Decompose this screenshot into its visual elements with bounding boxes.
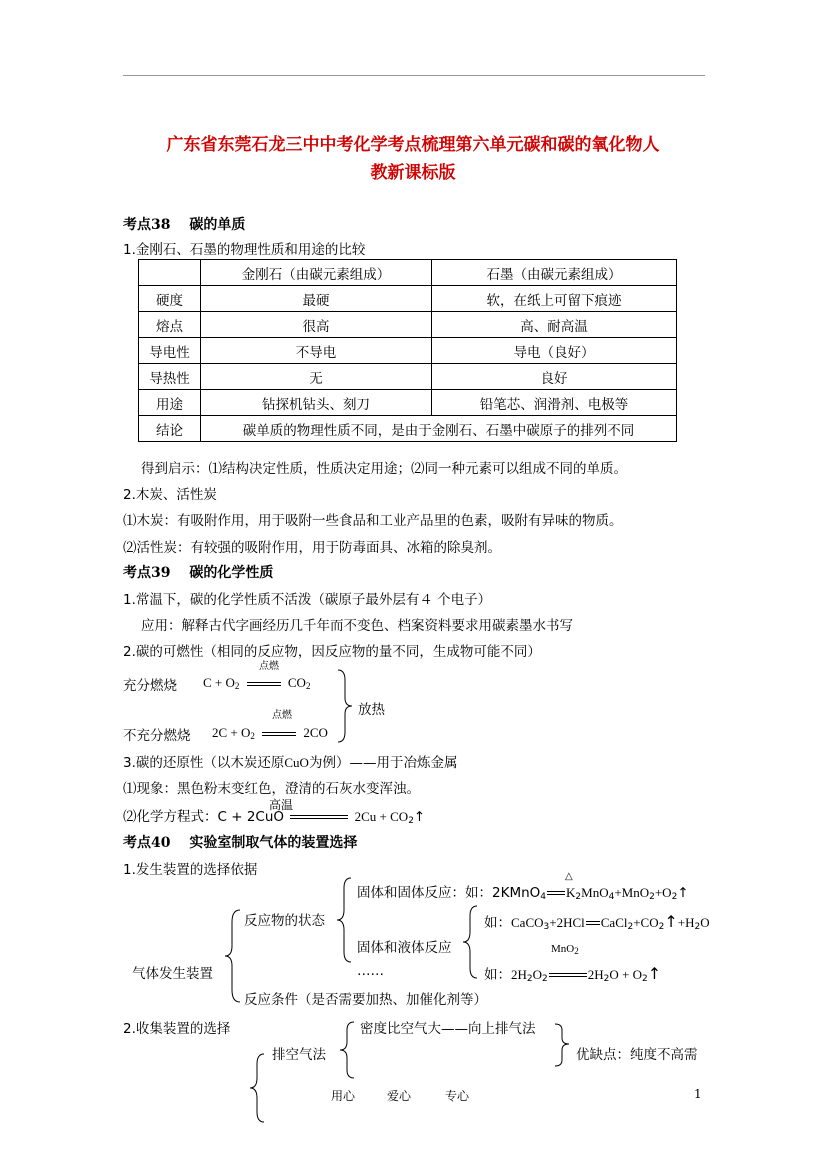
table-cell: 导电（良好） (432, 338, 677, 364)
left-brace-icon-5 (248, 1052, 268, 1124)
catalyst-condition: MnO$_2$ (551, 943, 579, 956)
table-row (139, 364, 677, 390)
table-row (139, 390, 677, 416)
header-rule (123, 75, 705, 76)
ellipsis-text: …… (357, 963, 384, 979)
table-cell: 导电性 (139, 338, 201, 364)
page-title-line-2: 教新课标版 (370, 163, 456, 183)
left-brace-icon-3 (461, 904, 481, 980)
reactant-state-label: 反应物的状态 (244, 913, 325, 929)
table-cell: 很高 (201, 312, 432, 338)
full-combustion-equation: $C + O_2$ $CO_2$ (203, 675, 311, 691)
table-cell: 导热性 (139, 364, 201, 390)
table-cell: 不导电 (201, 338, 432, 364)
table-cell: 良好 (432, 364, 677, 390)
reduction-equation: ⑵化学方程式：C + 2CuO $2Cu + CO_2↑$ (123, 809, 426, 826)
table-cell: 用途 (139, 390, 201, 416)
application-text: 应用：解释古代字画经历几千年而不变色、档案资料要求用碳素墨水书写 (141, 618, 573, 634)
table-cell: 高、耐高温 (432, 312, 677, 338)
footer-word: 用心 (331, 1089, 356, 1103)
section-heading-39: 考点39 碳的化学性质 (123, 565, 274, 581)
combustion-heading: 2.碳的可燃性（相同的反应物，因反应物的量不同，生成物可能不同） (123, 644, 541, 660)
stability-text: 1.常温下，碳的化学性质不活泼（碳原子最外层有４ 个电子） (123, 592, 492, 608)
comparison-intro: 1.金刚石、石墨的物理性质和用途的比较 (123, 242, 366, 258)
section-heading-40: 考点40 实验室制取气体的装置选择 (123, 835, 358, 851)
ignite-condition-2: 点燃 (272, 710, 292, 721)
table-row-conclusion (139, 416, 677, 442)
table-cell: 硬度 (139, 286, 201, 312)
collection-heading: 2.收集装置的选择 (123, 1021, 231, 1037)
conclusion-cell: 碳单质的物理性质不同，是由于金刚石、石墨中碳原子的排列不同 (201, 416, 677, 442)
phenomenon-text: ⑴现象：黑色粉末变红色，澄清的石灰水变浑浊。 (123, 781, 420, 797)
solid-solid-reaction: 固体和固体反应：如：2KMnO$_4$ $K_2MnO_4+MnO_2+O_2↑$ (357, 885, 689, 902)
hydrogen-peroxide-example: 如：$2H_2O_2$ $2H_2O$ + $O_2↑$ (484, 964, 662, 984)
air-displacement-label: 排空气法 (272, 1047, 326, 1063)
table-row (139, 312, 677, 338)
table-header-cell (139, 260, 201, 286)
table-cell: 软，在纸上可留下痕迹 (432, 286, 677, 312)
activated-carbon-text: ⑵活性炭：有较强的吸附作用，用于防毒面具、冰箱的除臭剂。 (123, 540, 501, 556)
table-row (139, 338, 677, 364)
heat-release-label: 放热 (358, 702, 385, 718)
table-cell: 钻探机钻头、刻刀 (201, 390, 432, 416)
comparison-table (138, 259, 677, 442)
pros-cons-text: 优缺点：纯度不高需 (576, 1047, 698, 1063)
table-cell: 铅笔芯、润滑剂、电极等 (432, 390, 677, 416)
footer-word: 爱心 (387, 1089, 412, 1103)
delta-condition: △ (565, 871, 573, 882)
reduction-heading: 3.碳的还原性（以木炭还原CuO为例）——用于冶炼金属 (123, 755, 458, 771)
section-heading-38: 考点38 碳的单质 (123, 217, 246, 233)
table-header-cell: 金刚石（由碳元素组成） (201, 260, 432, 286)
reaction-conditions-label: 反应条件（是否需要加热、加催化剂等） (244, 992, 487, 1008)
right-brace-icon (336, 668, 356, 744)
charcoal-text: ⑴木炭：有吸附作用，用于吸附一些食品和工业产品里的色素，吸附有异味的物质。 (123, 513, 623, 529)
table-cell: 无 (201, 364, 432, 390)
left-brace-icon-4 (338, 1020, 358, 1080)
upward-air-method: 密度比空气大——向上排气法 (360, 1021, 536, 1037)
charcoal-heading: 2.木炭、活性炭 (123, 487, 217, 503)
table-header-cell: 石墨（由碳元素组成） (432, 260, 677, 286)
generation-basis-heading: 1.发生装置的选择依据 (123, 862, 258, 878)
table-row (139, 286, 677, 312)
page-title-line-1: 广东省东莞石龙三中中考化学考点梳理第六单元碳和碳的氧化物人 (166, 135, 660, 155)
partial-combustion-label: 不充分燃烧 (123, 728, 191, 744)
right-brace-icon-2 (553, 1022, 573, 1068)
solid-liquid-reaction: 固体和液体反应 (357, 940, 452, 956)
table-header-row (139, 260, 677, 286)
table-cell: 结论 (139, 416, 201, 442)
partial-combustion-equation: $2C + O_2$ 2CO (212, 725, 328, 741)
ignite-condition: 点燃 (259, 661, 279, 672)
full-combustion-label: 充分燃烧 (123, 678, 177, 694)
gas-generator-label: 气体发生装置 (132, 966, 213, 982)
insight-text: 得到启示：⑴结构决定性质，性质决定用途；⑵同一种元素可以组成不同的单质。 (141, 461, 627, 477)
calcium-carbonate-example: 如：CaCO$_3$+2HCl $CaCl_2+CO_2↑+H_2O$ (484, 912, 710, 932)
high-temp-condition: 高温 (269, 798, 294, 812)
table-cell: 最硬 (201, 286, 432, 312)
left-brace-icon (222, 908, 244, 1004)
table-cell: 熔点 (139, 312, 201, 338)
left-brace-icon-2 (335, 876, 355, 964)
page-number: 1 (694, 1087, 702, 1101)
footer-word: 专心 (445, 1089, 470, 1103)
